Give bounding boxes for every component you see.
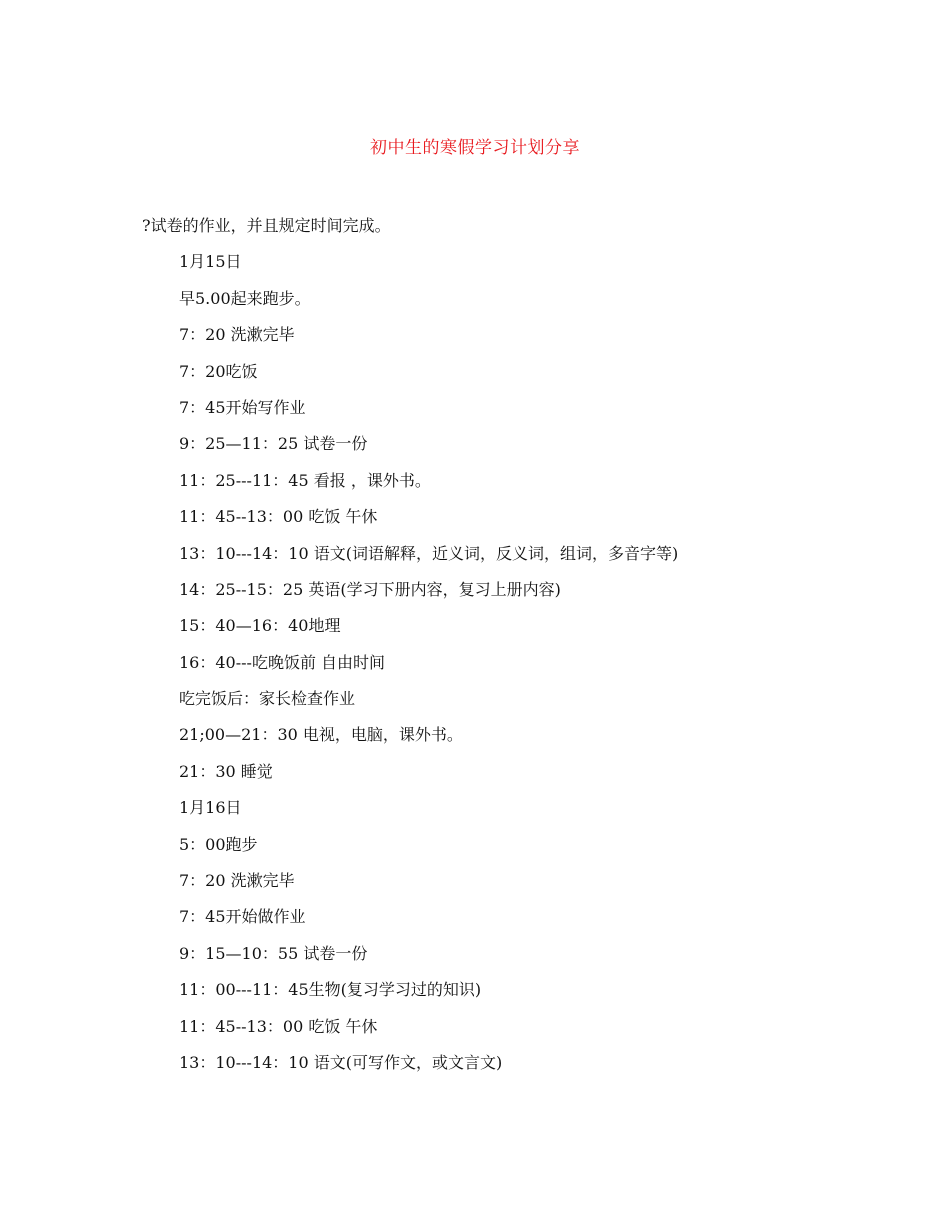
schedule-line: 7：20吃饭 [179, 361, 258, 381]
schedule-line: 11：45--13：00 吃饭 午休 [179, 1016, 378, 1036]
body-line: ?试卷的作业，并且规定时间完成。 [142, 216, 391, 235]
schedule-line: 11：45--13：00 吃饭 午休 [179, 507, 378, 527]
schedule-line: 14：25--15：25 英语(学习下册内容，复习上册内容) [179, 579, 561, 599]
schedule-line: 11：00---11：45生物(复习学习过的知识) [179, 980, 482, 1000]
document-title: 初中生的寒假学习计划分享 [370, 138, 580, 158]
date-heading: 1月16日 [179, 798, 242, 818]
schedule-line: 9：25—11：25 试卷一份 [179, 434, 368, 454]
schedule-line: 7：20 洗漱完毕 [179, 325, 295, 345]
schedule-line: 9：15—10：55 试卷一份 [179, 943, 368, 963]
schedule-line: 21;00—21：30 电视，电脑，课外书。 [179, 725, 463, 745]
schedule-line: 5：00跑步 [179, 834, 258, 854]
schedule-line: 7：20 洗漱完毕 [179, 871, 295, 891]
schedule-line: 21：30 睡觉 [179, 761, 273, 781]
schedule-line: 吃完饭后：家长检查作业 [179, 689, 356, 709]
schedule-line: 13：10---14：10 语文(词语解释，近义词，反义词，组词，多音字等) [179, 543, 679, 563]
schedule-line: 15：40—16：40地理 [179, 616, 341, 636]
document-body [142, 208, 842, 1081]
schedule-line: 13：10---14：10 语文(可写作文，或文言文) [179, 1052, 503, 1072]
schedule-line: 7：45开始写作业 [179, 397, 306, 417]
schedule-line: 11：25---11：45 看报 ，课外书。 [179, 470, 431, 490]
date-heading: 1月15日 [179, 252, 242, 272]
schedule-line: 早5.00起来跑步。 [179, 288, 311, 308]
schedule-line: 16：40---吃晚饭前 自由时间 [179, 652, 386, 672]
schedule-line: 7：45开始做作业 [179, 907, 306, 927]
